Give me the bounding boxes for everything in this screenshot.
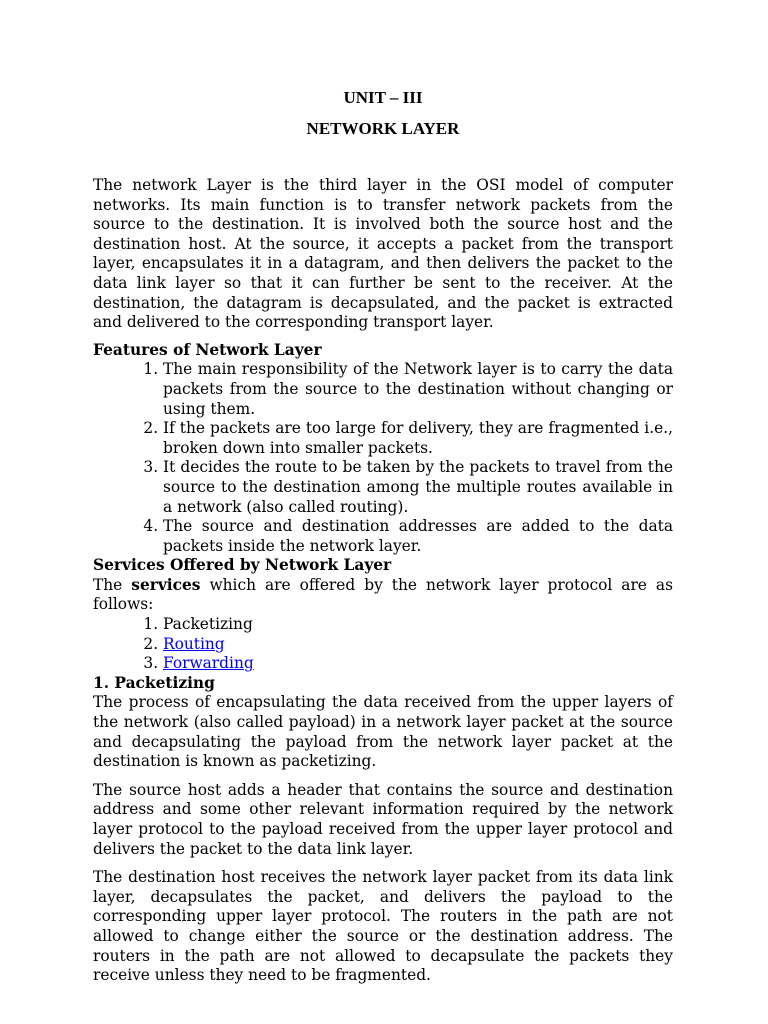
features-list: [93, 360, 673, 556]
intro-paragraph: The network Layer is the third layer in the OSI model of computer networks. Its main function is to transfer network packets from the source to the destination. It is involved both the source host and the destination host. At the source, it accepts a packet from the transport layer, encapsulates it in a datagram, and then delivers the packet to the data link layer so that it can further be sent to the receiver. At the destination, the datagram is decapsulated, and the packet is extracted and delivered to the corresponding transport layer.: [93, 176, 673, 332]
packetizing-paragraph: The destination host receives the network layer packet from its data link layer, decapsulates the packet, and delivers the payload to the corresponding upper layer protocol. The routers in the path are not allowed to change either the source or the destination address. The routers in the path are not allowed to decapsulate the packets they receive unless they need to be fragmented.: [93, 868, 673, 985]
document-body: [93, 84, 673, 986]
features-heading: Features of Network Layer: [93, 340, 322, 359]
services-intro-prefix: The: [93, 575, 132, 594]
packetizing-heading: 1. Packetizing: [93, 673, 215, 692]
packetizing-paragraph: The process of encapsulating the data received from the upper layers of the network (also called payload) in a network layer packet at the source and decapsulating the payload from the network layer packet at the destination is known as packetizing.: [93, 693, 673, 771]
page-title: NETWORK LAYER: [306, 119, 460, 138]
services-intro: [93, 576, 673, 615]
unit-title: UNIT – III: [343, 88, 423, 107]
services-intro-bold: services: [131, 575, 201, 594]
routing-link[interactable]: Routing: [163, 634, 225, 653]
services-list: [93, 615, 673, 674]
features-list-item: 1. The main responsibility of the Network layer is to carry the data packets from the source to the destination without changing or using them.: [163, 360, 673, 419]
services-list-item: 1. Packetizing: [163, 615, 673, 635]
forwarding-link[interactable]: Forwarding: [163, 654, 254, 673]
features-list-item: 4. The source and destination addresses are added to the data packets inside the network layer.: [163, 517, 673, 556]
packetizing-paragraph: The source host adds a header that contains the source and destination address and some other relevant information required by the network layer protocol to the payload received from the upper layer protocol and delivers the packet to the data link layer.: [93, 780, 673, 858]
features-list-item: 2. If the packets are too large for delivery, they are fragmented i.e., broken down into smaller packets.: [163, 419, 673, 458]
services-list-item: [163, 654, 673, 674]
features-list-item: 3. It decides the route to be taken by the packets to travel from the source to the destination among the multiple routes available in a network (also called routing).: [163, 458, 673, 517]
services-intro-suffix: which are offered by the network layer protocol are as follows:: [93, 575, 673, 614]
services-heading: Services Offered by Network Layer: [93, 556, 392, 575]
services-list-item: [163, 635, 673, 655]
